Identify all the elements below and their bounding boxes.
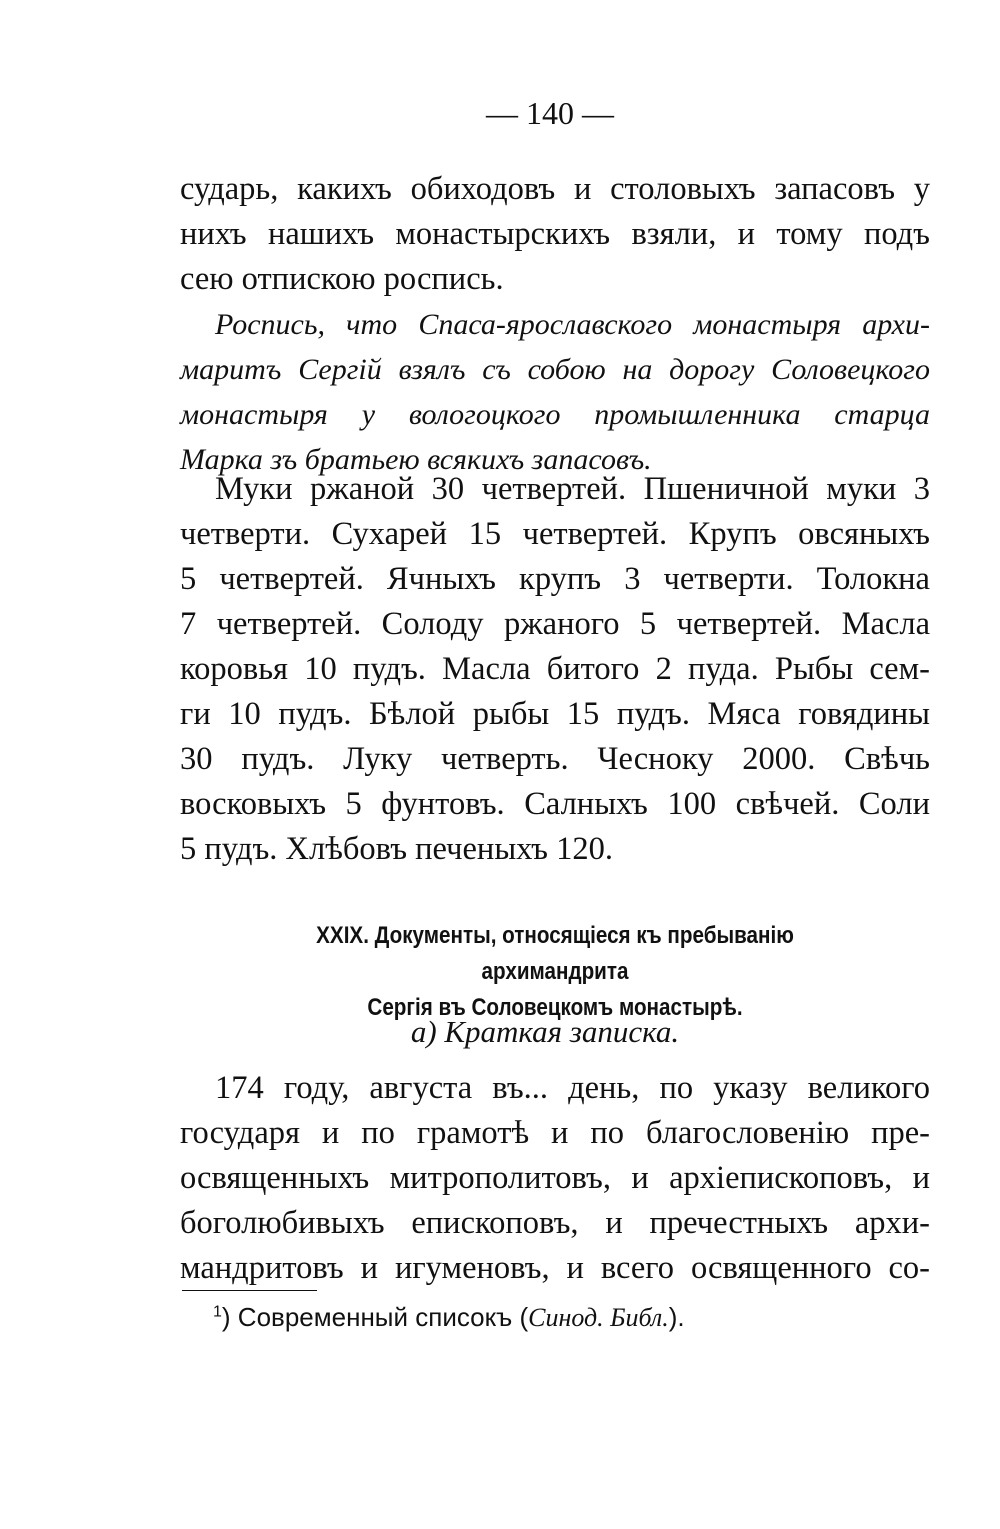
text-line: 174 году, августа въ... день, по указу великого [215,1070,930,1106]
text-line: 5 пудъ. Хлѣбовъ печеныхъ 120. [180,831,613,867]
page-number: — 140 — [486,95,614,131]
footnote-close: ). [668,1302,685,1332]
paragraph-2-italic [180,302,930,482]
text-line: Роспись, что Спаса-ярославского монастыря архи- [215,308,930,341]
text-line: боголюбивыхъ епископовъ, и пречестныхъ архи- [180,1205,930,1241]
text-line: четверти. Сухарей 15 четвертей. Крупъ овсяныхъ [180,516,930,552]
text-line: сею отпискою роспись. [180,261,504,297]
paragraph-3 [180,467,930,872]
text-line: 7 четвертей. Солоду ржаного 5 четвертей. Масла [180,606,930,642]
footnote-mark: 1 [213,1303,222,1321]
text-line: нихъ нашихъ монастырскихъ взяли, и тому подъ [180,216,930,252]
text-line: 30 пудъ. Луку четверть. Чесноку 2000. Свѣчь [180,741,930,777]
footnote-source: Синод. Библ. [528,1303,669,1332]
paragraph-4 [180,1066,930,1291]
text-line: Марка зъ братьею всякихъ запасовъ. [180,443,652,476]
text-line: восковыхъ 5 фунтовъ. Салныхъ 100 свѣчей. Соли [180,786,930,822]
footnote [213,1302,685,1333]
text-line: 5 четвертей. Ячныхъ крупъ 3 четверти. Толокна [180,561,930,597]
section-heading-line: Сергія въ Соловецкомъ монастырѣ. [367,994,743,1021]
text-line: Муки ржаной 30 четвертей. Пшеничной муки 3 [215,471,930,507]
text-line: сударь, какихъ обиходовъ и столовыхъ запасовъ у [180,171,930,207]
section-heading [250,918,861,1026]
text-line: освященныхъ митрополитовъ, и архіепископовъ, и [180,1160,930,1196]
text-line: монастыря у вологоцкого промышленника старца [180,398,930,431]
footnote-text: ) Современный списокъ ( [221,1302,529,1332]
section-heading-line: XXIX. Документы, относящіеся къ пребыванію архимандрита [316,922,794,985]
text-line: маритъ Сергій взялъ съ собою на дорогу Соловецкого [180,353,930,386]
subheading: а) Краткая записка. [410,1014,680,1049]
text-line: государя и по грамотѣ и по благословенію пре- [180,1115,930,1151]
paragraph-1 [180,167,930,302]
footnote-divider [182,1290,317,1291]
text-line: ги 10 пудъ. Бѣлой рыбы 15 пудъ. Мяса говядины [180,696,930,732]
text-line: мандритовъ и игуменовъ, и всего освященного со- [180,1250,930,1286]
text-line: коровья 10 пудъ. Масла битого 2 пуда. Рыбы сем- [180,651,930,687]
